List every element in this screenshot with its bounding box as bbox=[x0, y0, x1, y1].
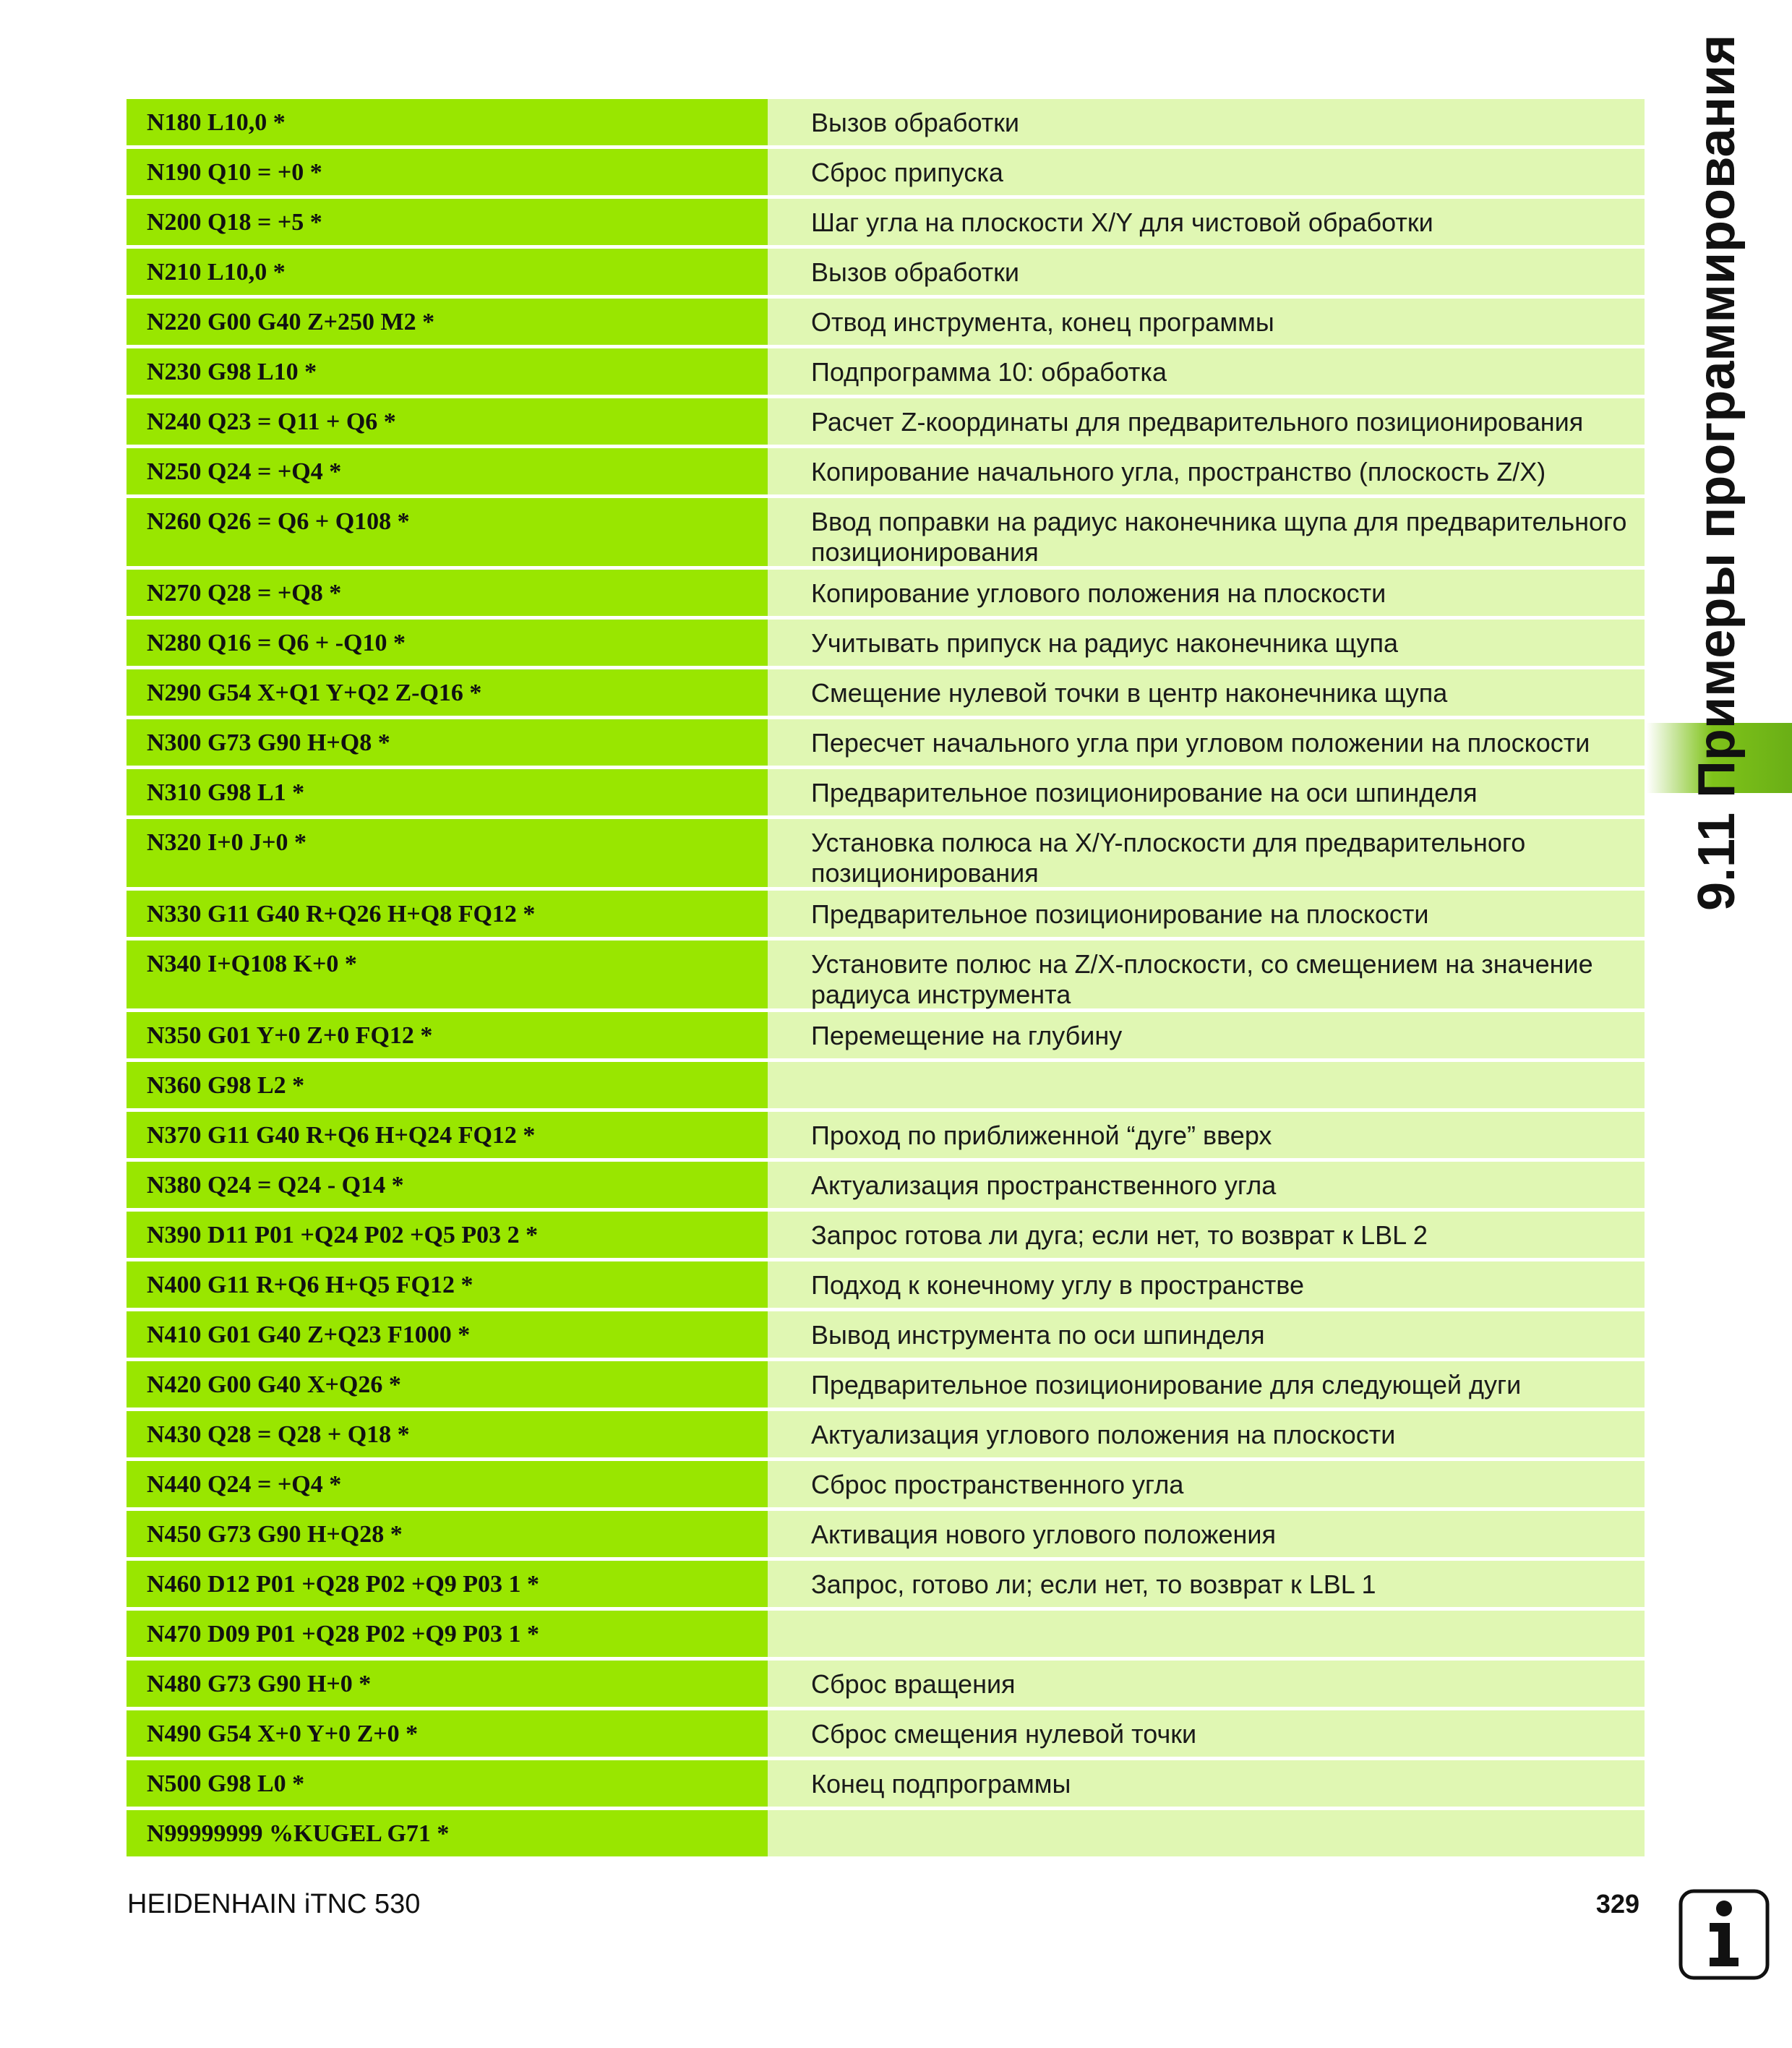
description-cell: Конец подпрограммы bbox=[768, 1760, 1645, 1807]
table-row bbox=[127, 1461, 1645, 1507]
description-cell: Активация нового углового положения bbox=[768, 1511, 1645, 1557]
code-cell: N320 I+0 J+0 * bbox=[127, 819, 768, 887]
table-row bbox=[127, 1012, 1645, 1058]
table-row bbox=[127, 99, 1645, 145]
code-cell: N390 D11 P01 +Q24 P02 +Q5 P03 2 * bbox=[127, 1212, 768, 1258]
code-cell: N360 G98 L2 * bbox=[127, 1062, 768, 1108]
description-cell: Учитывать припуск на радиус наконечника щупа bbox=[768, 620, 1645, 666]
table-row bbox=[127, 199, 1645, 245]
code-cell: N420 G00 G40 X+Q26 * bbox=[127, 1361, 768, 1408]
description-cell: Вывод инструмента по оси шпинделя bbox=[768, 1311, 1645, 1358]
table-row bbox=[127, 819, 1645, 887]
code-cell: N490 G54 X+0 Y+0 Z+0 * bbox=[127, 1710, 768, 1757]
info-icon[interactable] bbox=[1678, 1888, 1770, 1981]
table-row bbox=[127, 669, 1645, 716]
code-cell: N200 Q18 = +5 * bbox=[127, 199, 768, 245]
table-row bbox=[127, 398, 1645, 445]
table-row bbox=[127, 1810, 1645, 1856]
code-cell: N99999999 %KUGEL G71 * bbox=[127, 1810, 768, 1856]
description-cell: Запрос готова ли дуга; если нет, то возврат к LBL 2 bbox=[768, 1212, 1645, 1258]
description-cell: Проход по приближенной “дуге” вверх bbox=[768, 1112, 1645, 1158]
description-cell: Вызов обработки bbox=[768, 249, 1645, 295]
table-row bbox=[127, 1261, 1645, 1308]
table-row bbox=[127, 719, 1645, 766]
code-cell: N440 Q24 = +Q4 * bbox=[127, 1461, 768, 1507]
table-row bbox=[127, 1062, 1645, 1108]
table-row bbox=[127, 299, 1645, 345]
description-cell: Копирование начального угла, пространство (плоскость Z/X) bbox=[768, 448, 1645, 494]
code-cell: N380 Q24 = Q24 - Q14 * bbox=[127, 1162, 768, 1208]
code-cell: N450 G73 G90 H+Q28 * bbox=[127, 1511, 768, 1557]
description-cell: Подход к конечному углу в пространстве bbox=[768, 1261, 1645, 1308]
description-cell: Ввод поправки на радиус наконечника щупа для предварительного позиционирования bbox=[768, 498, 1645, 566]
description-cell: Шаг угла на плоскости X/Y для чистовой обработки bbox=[768, 199, 1645, 245]
code-cell: N250 Q24 = +Q4 * bbox=[127, 448, 768, 494]
description-cell: Подпрограмма 10: обработка bbox=[768, 348, 1645, 395]
code-cell: N220 G00 G40 Z+250 M2 * bbox=[127, 299, 768, 345]
table-row bbox=[127, 1212, 1645, 1258]
description-cell: Отвод инструмента, конец программы bbox=[768, 299, 1645, 345]
code-cell: N270 Q28 = +Q8 * bbox=[127, 570, 768, 616]
description-cell: Актуализация углового положения на плоскости bbox=[768, 1411, 1645, 1457]
table-row bbox=[127, 1710, 1645, 1757]
code-cell: N340 I+Q108 K+0 * bbox=[127, 941, 768, 1008]
table-row bbox=[127, 1511, 1645, 1557]
code-cell: N230 G98 L10 * bbox=[127, 348, 768, 395]
table-row bbox=[127, 249, 1645, 295]
code-cell: N310 G98 L1 * bbox=[127, 769, 768, 815]
table-row bbox=[127, 448, 1645, 494]
section-title: 9.11 Примеры программирования bbox=[1688, 34, 1746, 911]
code-cell: N290 G54 X+Q1 Y+Q2 Z-Q16 * bbox=[127, 669, 768, 716]
table-row bbox=[127, 498, 1645, 566]
code-cell: N330 G11 G40 R+Q26 H+Q8 FQ12 * bbox=[127, 891, 768, 937]
table-row bbox=[127, 149, 1645, 195]
table-row bbox=[127, 1112, 1645, 1158]
table-row bbox=[127, 769, 1645, 815]
code-cell: N210 L10,0 * bbox=[127, 249, 768, 295]
program-listing-table bbox=[127, 99, 1645, 1856]
code-cell: N240 Q23 = Q11 + Q6 * bbox=[127, 398, 768, 445]
description-cell: Установка полюса на X/Y-плоскости для предварительного позиционирования bbox=[768, 819, 1645, 887]
description-cell bbox=[768, 1810, 1645, 1856]
description-cell: Предварительное позиционирование для следующей дуги bbox=[768, 1361, 1645, 1408]
table-row bbox=[127, 620, 1645, 666]
table-row bbox=[127, 1561, 1645, 1607]
table-row bbox=[127, 348, 1645, 395]
footer-brand: HEIDENHAIN iTNC 530 bbox=[127, 1889, 421, 1919]
table-row bbox=[127, 1611, 1645, 1657]
description-cell: Сброс пространственного угла bbox=[768, 1461, 1645, 1507]
description-cell: Предварительное позиционирование на оси шпинделя bbox=[768, 769, 1645, 815]
description-cell: Вызов обработки bbox=[768, 99, 1645, 145]
description-cell: Пересчет начального угла при угловом положении на плоскости bbox=[768, 719, 1645, 766]
code-cell: N400 G11 R+Q6 H+Q5 FQ12 * bbox=[127, 1261, 768, 1308]
table-row bbox=[127, 891, 1645, 937]
table-row bbox=[127, 1411, 1645, 1457]
description-cell: Смещение нулевой точки в центр наконечника щупа bbox=[768, 669, 1645, 716]
description-cell: Сброс смещения нулевой точки bbox=[768, 1710, 1645, 1757]
code-cell: N480 G73 G90 H+0 * bbox=[127, 1661, 768, 1707]
code-cell: N460 D12 P01 +Q28 P02 +Q9 P03 1 * bbox=[127, 1561, 768, 1607]
code-cell: N190 Q10 = +0 * bbox=[127, 149, 768, 195]
description-cell: Установите полюс на Z/X-плоскости, со смещением на значение радиуса инструмента bbox=[768, 941, 1645, 1008]
code-cell: N280 Q16 = Q6 + -Q10 * bbox=[127, 620, 768, 666]
description-cell: Сброс припуска bbox=[768, 149, 1645, 195]
description-cell: Копирование углового положения на плоскости bbox=[768, 570, 1645, 616]
table-row bbox=[127, 570, 1645, 616]
code-cell: N470 D09 P01 +Q28 P02 +Q9 P03 1 * bbox=[127, 1611, 768, 1657]
code-cell: N500 G98 L0 * bbox=[127, 1760, 768, 1807]
description-cell: Актуализация пространственного угла bbox=[768, 1162, 1645, 1208]
description-cell: Запрос, готово ли; если нет, то возврат к LBL 1 bbox=[768, 1561, 1645, 1607]
description-cell: Предварительное позиционирование на плоскости bbox=[768, 891, 1645, 937]
code-cell: N370 G11 G40 R+Q6 H+Q24 FQ12 * bbox=[127, 1112, 768, 1158]
table-row bbox=[127, 1311, 1645, 1358]
description-cell: Сброс вращения bbox=[768, 1661, 1645, 1707]
code-cell: N430 Q28 = Q28 + Q18 * bbox=[127, 1411, 768, 1457]
description-cell: Перемещение на глубину bbox=[768, 1012, 1645, 1058]
description-cell bbox=[768, 1611, 1645, 1657]
table-row bbox=[127, 1661, 1645, 1707]
table-row bbox=[127, 1162, 1645, 1208]
code-cell: N260 Q26 = Q6 + Q108 * bbox=[127, 498, 768, 566]
code-cell: N350 G01 Y+0 Z+0 FQ12 * bbox=[127, 1012, 768, 1058]
code-cell: N180 L10,0 * bbox=[127, 99, 768, 145]
page-number: 329 bbox=[1595, 1889, 1639, 1919]
code-cell: N410 G01 G40 Z+Q23 F1000 * bbox=[127, 1311, 768, 1358]
code-cell: N300 G73 G90 H+Q8 * bbox=[127, 719, 768, 766]
table-row bbox=[127, 941, 1645, 1008]
table-row bbox=[127, 1361, 1645, 1408]
description-cell bbox=[768, 1062, 1645, 1108]
description-cell: Расчет Z-координаты для предварительного позиционирования bbox=[768, 398, 1645, 445]
table-row bbox=[127, 1760, 1645, 1807]
